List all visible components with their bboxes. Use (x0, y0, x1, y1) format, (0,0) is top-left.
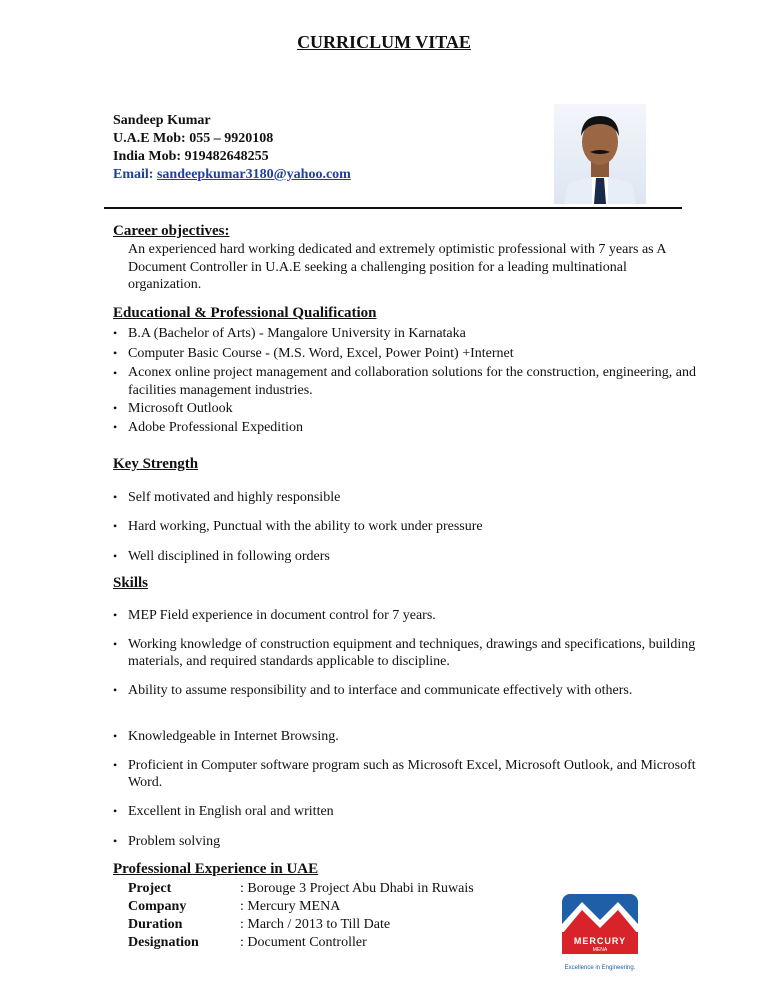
india-mobile: India Mob: 919482648255 (113, 149, 269, 164)
skills-item: • Proficient in Computer software program such as Microsoft Excel, Microsoft Outlook, and Microsoft Word. (113, 757, 698, 791)
row-value: : March / 2013 to Till Date (240, 917, 391, 932)
experience-row (128, 880, 474, 898)
strength-heading: Key Strength (113, 456, 199, 472)
email-label: Email: (113, 167, 157, 182)
career-text: An experienced hard working dedicated and extremely optimistic professional with 7 years as A Document Controller in U.A.E seeking a challenging position for a leading multinational organization. (128, 242, 666, 292)
mercury-mena-logo (560, 894, 640, 970)
strength-item: • Well disciplined in following orders (113, 548, 698, 565)
experience-heading: Professional Experience in UAE (113, 861, 319, 877)
education-item: • Aconex online project management and collaboration solutions for the construction, engineering, and facilities management industries. (113, 364, 698, 400)
education-item: • Adobe Professional Expedition (113, 419, 698, 436)
education-item: • Computer Basic Course - (M.S. Word, Excel, Power Point) +Internet (113, 345, 698, 362)
skills-heading: Skills (113, 575, 149, 591)
education-heading: Educational & Professional Qualification (113, 305, 377, 321)
skills-item: • Excellent in English oral and written (113, 803, 698, 820)
candidate-name: Sandeep Kumar (113, 113, 211, 128)
row-label: Company (128, 899, 187, 914)
logo-name: MERCURY (573, 936, 627, 946)
row-value: : Mercury MENA (240, 899, 341, 914)
row-value: : Borouge 3 Project Abu Dhabi in Ruwais (240, 881, 474, 896)
skills-item: • Ability to assume responsibility and to interface and communicate effectively with others. (113, 682, 698, 699)
page-title: CURRICLUM VITAE (297, 32, 471, 52)
career-heading: Career objectives: (113, 223, 230, 239)
experience-row (128, 934, 367, 952)
email-link[interactable]: sandeepkumar3180@yahoo.com (156, 167, 351, 182)
education-item: • Microsoft Outlook (113, 400, 698, 417)
skills-item: • Problem solving (113, 833, 698, 850)
logo-sub: MENA (592, 947, 608, 953)
skills-item: • MEP Field experience in document control for 7 years. (113, 607, 698, 624)
profile-photo (554, 104, 646, 204)
skills-item: • Working knowledge of construction equipment and techniques, drawings and specifications, building materials, and required standards applicable to discipline. (113, 636, 698, 670)
strength-item: • Self motivated and highly responsible (113, 489, 698, 506)
strength-item: • Hard working, Punctual with the ability to work under pressure (113, 518, 698, 535)
row-label: Designation (128, 935, 199, 950)
logo-tagline: Excellence in Engineering. (564, 965, 636, 971)
skills-item: • Knowledgeable in Internet Browsing. (113, 728, 698, 745)
row-label: Duration (128, 917, 183, 932)
row-label: Project (128, 881, 172, 896)
education-item: • B.A (Bachelor of Arts) - Mangalore University in Karnataka (113, 325, 698, 342)
experience-row (128, 916, 390, 934)
header-divider (104, 207, 682, 209)
email-line (113, 166, 351, 184)
row-value: : Document Controller (240, 935, 367, 950)
uae-mobile: U.A.E Mob: 055 – 9920108 (113, 131, 274, 146)
experience-row (128, 898, 340, 916)
